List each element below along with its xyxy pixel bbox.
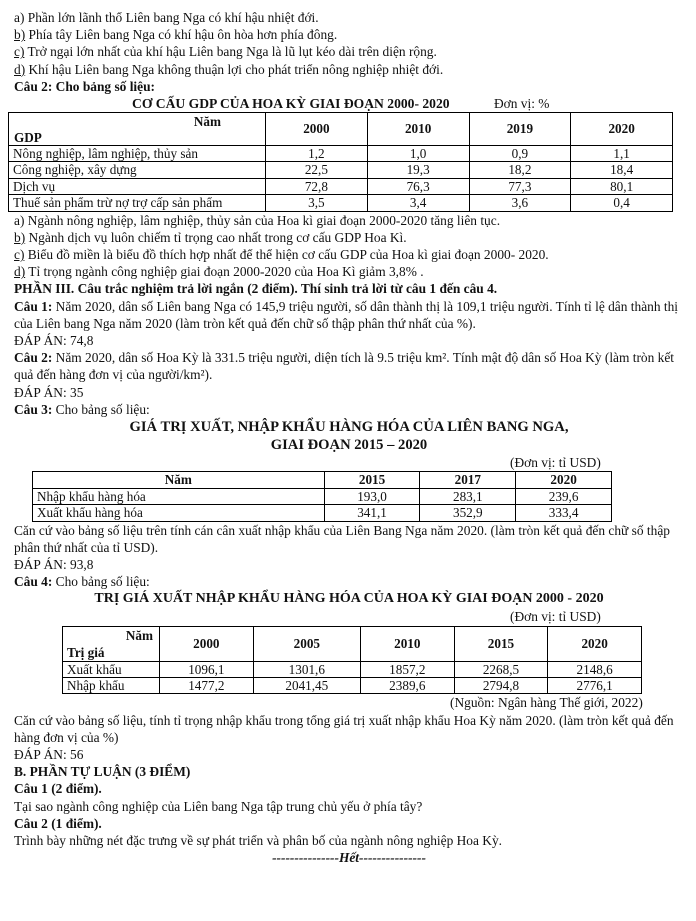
p3-q4 (14, 573, 684, 590)
p3-q3-answer: ĐÁP ÁN: 93,8 (14, 556, 94, 572)
table-row (9, 178, 673, 194)
part3-heading: PHẦN III. Câu trắc nghiệm trả lời ngắn (2 điểm). Thí sinh trả lời từ câu 1 đến câu 4. (14, 281, 498, 297)
year-header: 2000 (160, 626, 254, 661)
p3-q1-label: Câu 1: (14, 298, 53, 314)
exam-page (14, 9, 684, 866)
table-cell: 3,6 (469, 195, 571, 211)
statement (14, 246, 684, 263)
q1-statements (14, 9, 684, 78)
table-header-row (33, 472, 612, 488)
q2-title-row (14, 95, 684, 112)
p3-q4-title: TRỊ GIÁ XUẤT NHẬP KHẨU HÀNG HÓA CỦA HOA KỲ GIAI ĐOẠN 2000 - 2020 (94, 591, 604, 607)
table-cell: 2041,45 (253, 677, 360, 693)
p3-q3-unit: (Đơn vị: tỉ USD) (510, 455, 601, 471)
statement-text: Khí hậu Liên bang Nga không thuận lợi cho phát triển nông nghiệp nhiệt đới. (25, 61, 444, 77)
year-header: 2020 (571, 113, 673, 146)
q2-statements (14, 212, 684, 281)
table-cell: 1,2 (266, 146, 368, 162)
partB-heading: B. PHẦN TỰ LUẬN (3 ĐIỂM) (14, 764, 191, 780)
row-label: Nhập khẩu hàng hóa (33, 488, 325, 504)
statement-label: a) (14, 212, 25, 228)
table-cell: 2776,1 (548, 677, 642, 693)
statement-text: Ngành dịch vụ luôn chiếm tỉ trọng cao nhất trong cơ cấu GDP Hoa Kì. (25, 229, 407, 245)
q2-table-title: CƠ CẤU GDP CỦA HOA KỲ GIAI ĐOẠN 2000- 2020 (132, 96, 450, 112)
p3-q4-unit: (Đơn vị: tỉ USD) (510, 609, 601, 625)
q2-header-row: GDP (14, 129, 42, 145)
table-row (9, 195, 673, 211)
table-row (9, 162, 673, 178)
end-marker: ---------------Hết--------------- (272, 850, 426, 866)
statement-label: b) (14, 27, 26, 43)
row-label: Xuất khẩu hàng hóa (33, 505, 325, 521)
p3-q3-title2: GIAI ĐOẠN 2015 – 2020 (270, 437, 428, 454)
year-header: 2019 (469, 113, 571, 146)
year-header: 2020 (548, 626, 642, 661)
statement-text: Trở ngại lớn nhất của khí hậu Liên bang Nga là lũ lụt kéo dài trên diện rộng. (24, 44, 437, 60)
year-header: 2010 (360, 626, 454, 661)
p3-q4-source: (Nguồn: Ngân hàng Thế giới, 2022) (450, 695, 643, 711)
p3-q2-answer: ĐÁP ÁN: 35 (14, 384, 84, 400)
p3-q4-label: Câu 4: (14, 574, 53, 590)
row-label: Xuất khẩu (63, 661, 160, 677)
table-cell: 283,1 (420, 488, 516, 504)
statement-label: c) (14, 247, 25, 263)
p3-q2 (14, 349, 684, 383)
statement (14, 43, 684, 60)
p3-q3-text: Căn cứ vào bảng số liệu trên tính cán cân xuất nhập khẩu của Liên Bang Nga năm 2020. (làm tròn kết quả đến chữ số thập phân thứ nhất của tỉ USD). (14, 522, 670, 555)
p3-q3 (14, 401, 684, 418)
year-header: 2000 (266, 113, 368, 146)
q2-gdp-table (8, 112, 673, 212)
row-label: Công nghiệp, xây dựng (9, 162, 266, 178)
p3-q2-label: Câu 2: (14, 350, 53, 366)
table-row (9, 146, 673, 162)
table-cell: 1,0 (367, 146, 469, 162)
table-cell: 352,9 (420, 505, 516, 521)
q2-heading: Câu 2: Cho bảng số liệu: (14, 78, 156, 94)
table-cell: 2794,8 (454, 677, 548, 693)
year-header: 2010 (367, 113, 469, 146)
row-label: Thuế sản phẩm trừ nợ trợ cấp sản phẩm (9, 195, 266, 211)
row-label: Dịch vụ (9, 178, 266, 194)
statement-text: Phía tây Liên bang Nga có khí hậu ôn hòa hơn phía đông. (25, 27, 338, 43)
statement-label: d) (14, 264, 26, 280)
statement-text: Ngành nông nghiệp, lâm nghiệp, thủy sản của Hoa kì giai đoạn 2000-2020 tăng liên tục. (24, 212, 501, 228)
statement (14, 229, 684, 246)
table-cell: 0,4 (571, 195, 673, 211)
table-cell: 19,3 (367, 162, 469, 178)
table-row (63, 677, 642, 693)
p3-q2-text: Năm 2020, dân số Hoa Kỳ là 331.5 triệu người, diện tích là 9.5 triệu km². Tính mật độ dân số Hoa Kỳ (làm tròn kết quả đến hàng đơn vị của người/km²). (14, 350, 675, 383)
table-row (33, 505, 612, 521)
statement (14, 212, 684, 229)
table-cell: 1477,2 (160, 677, 254, 693)
table-cell: 2148,6 (548, 661, 642, 677)
statement-label: b) (14, 229, 26, 245)
table-cell: 3,4 (367, 195, 469, 211)
table-cell: 1857,2 (360, 661, 454, 677)
table-cell: 239,6 (516, 488, 612, 504)
p3-q1-text: Năm 2020, dân số Liên bang Nga có 145,9 triệu người, số dân thành thị là 109,1 triệu người. Tính tỉ lệ dân thành thị của Liên bang Nga năm 2020 (làm tròn kết quả đến chữ số thập phân thứ nhất của %). (14, 298, 679, 331)
statement-text: Biểu đồ miền là biểu đồ thích hợp nhất để thể hiện cơ cấu GDP của Hoa kì giai đoạn 2000- 2020. (24, 247, 549, 263)
statement-text: Tỉ trọng ngành công nghiệp giai đoạn 2000-2020 của Hoa Kì giảm 3,8% . (25, 264, 424, 280)
p3-q4-answer: ĐÁP ÁN: 56 (14, 746, 84, 762)
statement-label: c) (14, 44, 25, 60)
table-cell: 22,5 (266, 162, 368, 178)
header-year: Năm (33, 472, 325, 488)
table-row (33, 488, 612, 504)
year-header: 2005 (253, 626, 360, 661)
statement (14, 9, 684, 26)
partB-q2-heading: Câu 2 (1 điểm). (14, 815, 102, 831)
table-cell: 3,5 (266, 195, 368, 211)
table-cell: 333,4 (516, 505, 612, 521)
table-cell: 0,9 (469, 146, 571, 162)
year-header: 2015 (454, 626, 548, 661)
partB-q2-text: Trình bày những nét đặc trưng về sự phát triển và phân bố của ngành nông nghiệp Hoa Kỳ. (14, 832, 502, 848)
partB-q1-text: Tại sao ngành công nghiệp của Liên bang Nga tập trung chủ yếu ở phía tây? (14, 798, 423, 814)
p3-q4-header-year: Năm (125, 627, 153, 643)
table-cell: 341,1 (324, 505, 420, 521)
table-cell: 18,2 (469, 162, 571, 178)
year-header: 2020 (516, 472, 612, 488)
p3-q3-title1: GIÁ TRỊ XUẤT, NHẬP KHẨU HÀNG HÓA CỦA LIÊN BANG NGA, (129, 419, 569, 436)
p3-q4-table (62, 626, 642, 695)
table-cell: 18,4 (571, 162, 673, 178)
statement-label: d) (14, 61, 26, 77)
q2-unit: Đơn vị: % (494, 96, 550, 112)
statement-text: Phần lớn lãnh thổ Liên bang Nga có khí hậu nhiệt đới. (24, 10, 319, 25)
p3-q4-header-cell (63, 626, 160, 661)
year-header: 2017 (420, 472, 516, 488)
p3-q4-text: Căn cứ vào bảng số liệu, tính tỉ trọng nhập khẩu trong tổng giá trị xuất nhập khẩu Hoa Kỳ năm 2020. (làm tròn kết quả đến hàng đơn vị của %) (14, 712, 674, 745)
table-cell: 76,3 (367, 178, 469, 194)
table-cell: 1301,6 (253, 661, 360, 677)
p3-q3-table (32, 471, 612, 521)
table-cell: 72,8 (266, 178, 368, 194)
p3-q1-answer: ĐÁP ÁN: 74,8 (14, 333, 94, 349)
row-label: Nhập khẩu (63, 677, 160, 693)
table-cell: 2389,6 (360, 677, 454, 693)
statement (14, 263, 684, 280)
table-cell: 1,1 (571, 146, 673, 162)
table-cell: 193,0 (324, 488, 420, 504)
p3-q4-header-row: Trị giá (67, 645, 105, 661)
table-cell: 1096,1 (160, 661, 254, 677)
statement (14, 61, 684, 78)
statement (14, 26, 684, 43)
table-row (63, 661, 642, 677)
partB-q1-heading: Câu 1 (2 điểm). (14, 781, 102, 797)
table-cell: 77,3 (469, 178, 571, 194)
p3-q3-intro: Cho bảng số liệu: (52, 401, 150, 417)
table-cell: 80,1 (571, 178, 673, 194)
year-header: 2015 (324, 472, 420, 488)
table-cell: 2268,5 (454, 661, 548, 677)
p3-q3-label: Câu 3: (14, 401, 53, 417)
q2-header-year: Năm (193, 114, 221, 130)
p3-q4-intro: Cho bảng số liệu: (52, 574, 150, 590)
statement-label: a) (14, 10, 25, 25)
p3-q1 (14, 298, 684, 332)
q2-header-cell (9, 113, 266, 146)
row-label: Nông nghiệp, lâm nghiệp, thủy sản (9, 146, 266, 162)
